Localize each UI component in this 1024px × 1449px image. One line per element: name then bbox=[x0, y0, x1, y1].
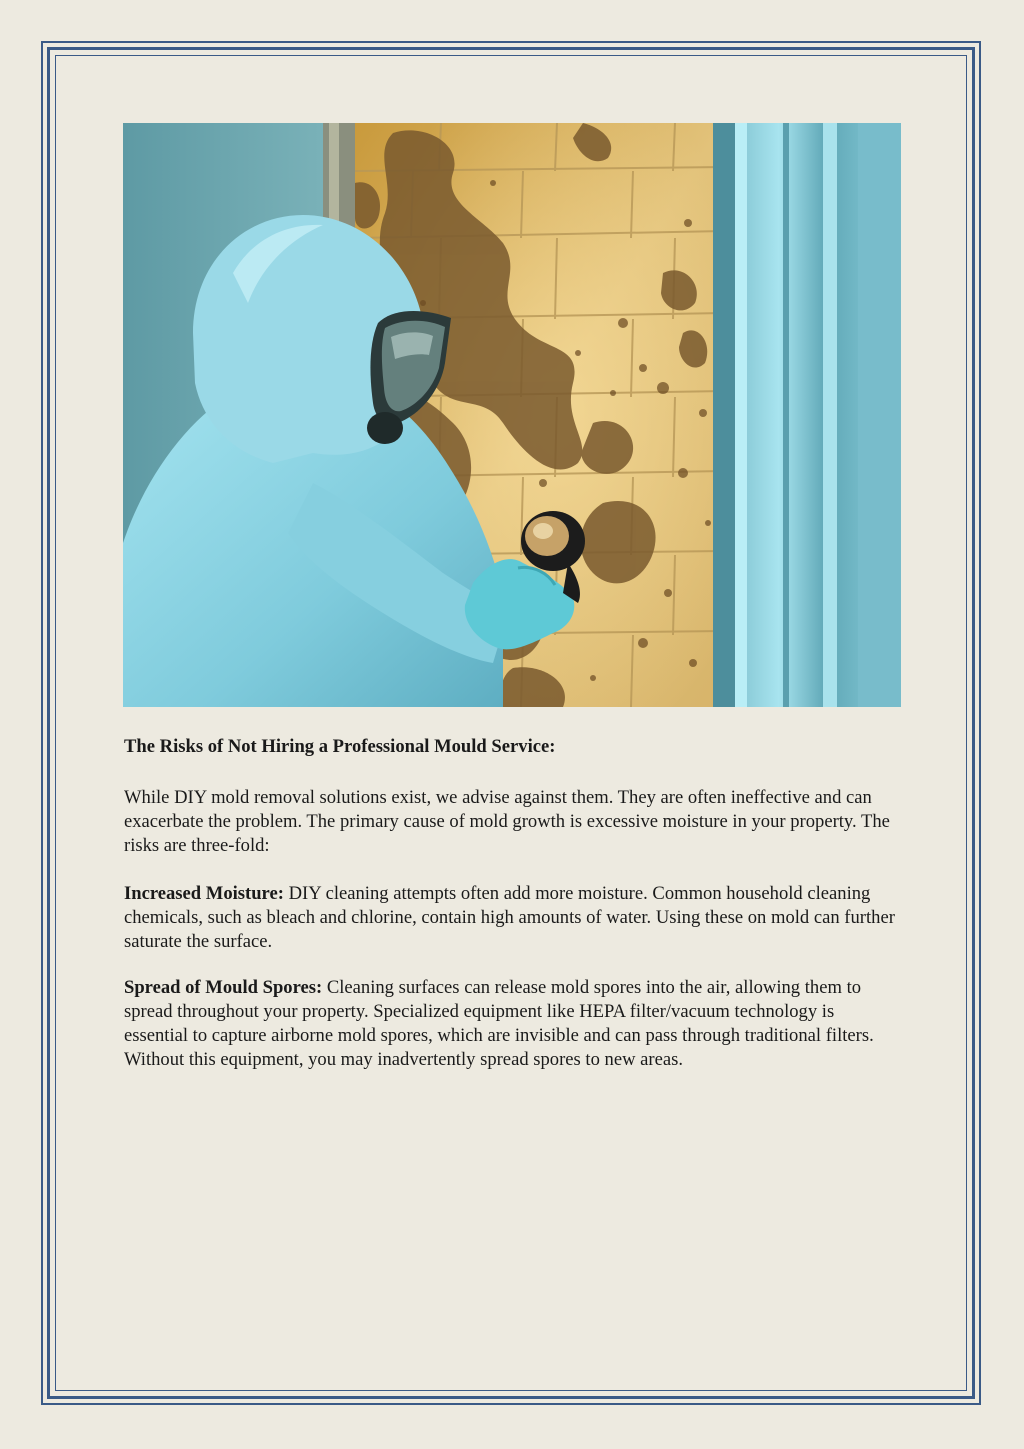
article-body bbox=[124, 735, 899, 1096]
article-heading: The Risks of Not Hiring a Professional Mould Service: bbox=[124, 736, 556, 757]
intro-paragraph: While DIY mold removal solutions exist, we advise against them. They are often ineffective and can exacerbate the problem. The primary cause of mold growth is excessive moisture in your property. The risks are three-fold: bbox=[124, 787, 890, 856]
risk-title: Spread of Mould Spores: bbox=[124, 977, 323, 998]
risk-title: Increased Moisture: bbox=[124, 883, 284, 904]
risk-text: DIY cleaning attempts often add more moisture. Common household cleaning chemicals, such as bleach and chlorine, contain high amounts of water. Using these on mold can further saturate the surface. bbox=[124, 883, 895, 952]
risk-increased-moisture bbox=[124, 882, 899, 954]
mould-inspector-photo bbox=[123, 123, 901, 707]
risk-text: Cleaning surfaces can release mold spores into the air, allowing them to spread throughout your property. Specialized equipment like HEPA filter/vacuum technology is essential to capture airborne mold spores, which are invisible and can pass through traditional filters. Without this equipment, you may inadvertently spread spores to new areas. bbox=[124, 977, 874, 1070]
risk-spread-of-spores bbox=[124, 976, 899, 1072]
